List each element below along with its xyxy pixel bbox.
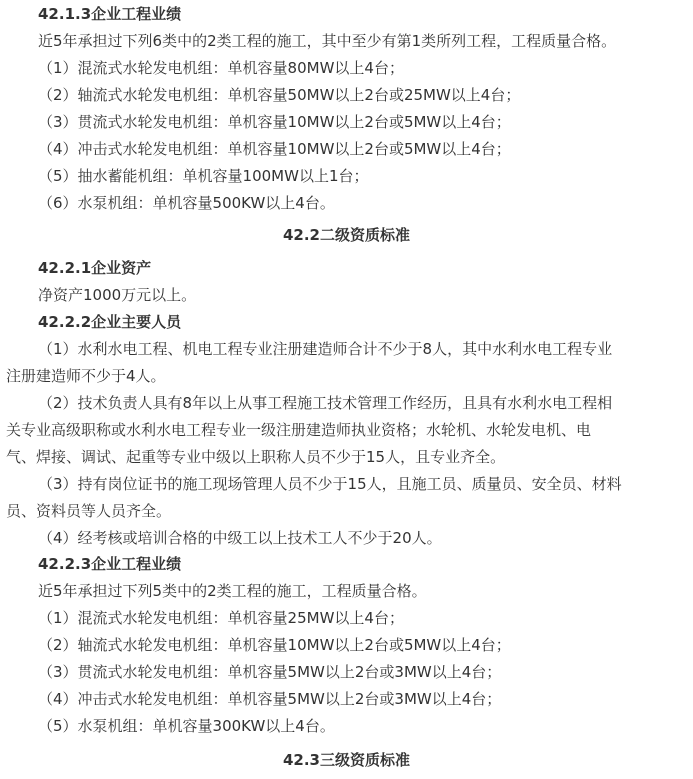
list-item: （4）冲击式水轮发电机组：单机容量10MW以上2台或5MW以上4台； [38,140,511,158]
paragraph-line: （2）技术负责人具有8年以上从事工程施工技术管理工作经历，且具有水利水电工程相 [38,394,613,412]
list-item: （1）混流式水轮发电机组：单机容量25MW以上4台； [38,609,404,627]
paragraph-line: 气、焊接、调试、起重等专业中级以上职称人员不少于15人，且专业齐全。 [6,448,506,466]
paragraph-line: 员、资料员等人员齐全。 [6,502,172,520]
list-item: （5）抽水蓄能机组：单机容量100MW以上1台； [38,167,369,185]
section-heading-42-2-1: 42.2.1企业资产 [38,259,152,277]
paragraph-line: （3）持有岗位证书的施工现场管理人员不少于15人，且施工员、质量员、安全员、材料 [38,475,622,493]
section-heading-42-2-2: 42.2.2企业主要人员 [38,313,182,331]
paragraph-intro: 近5年承担过下列5类中的2类工程的施工，工程质量合格。 [38,582,427,600]
section-title-42-3: 42.3三级资质标准 [282,751,410,769]
list-item: （5）水泵机组：单机容量300KW以上4台。 [38,717,335,735]
paragraph-assets: 净资产1000万元以上。 [38,286,197,304]
section-title-42-2: 42.2二级资质标准 [282,226,410,244]
paragraph-line: （1）水利水电工程、机电工程专业注册建造师合计不少于8人，其中水利水电工程专业 [38,340,613,358]
list-item: （4）冲击式水轮发电机组：单机容量5MW以上2台或3MW以上4台； [38,690,502,708]
paragraph-line: （4）经考核或培训合格的中级工以上技术工人不少于20人。 [38,529,442,547]
paragraph-line: 关专业高级职称或水利水电工程专业一级注册建造师执业资格；水轮机、水轮发电机、电 [6,421,592,439]
list-item: （2）轴流式水轮发电机组：单机容量50MW以上2台或25MW以上4台； [38,86,521,104]
section-heading-42-2-3: 42.2.3企业工程业绩 [38,555,182,573]
section-heading-42-1-3: 42.1.3企业工程业绩 [38,5,182,23]
list-item: （6）水泵机组：单机容量500KW以上4台。 [38,194,335,212]
paragraph-line: 注册建造师不少于4人。 [6,367,166,385]
paragraph-intro: 近5年承担过下列6类中的2类工程的施工，其中至少有第1类所列工程，工程质量合格。 [38,32,617,50]
list-item: （3）贯流式水轮发电机组：单机容量10MW以上2台或5MW以上4台； [38,113,511,131]
list-item: （3）贯流式水轮发电机组：单机容量5MW以上2台或3MW以上4台； [38,663,502,681]
list-item: （2）轴流式水轮发电机组：单机容量10MW以上2台或5MW以上4台； [38,636,511,654]
list-item: （1）混流式水轮发电机组：单机容量80MW以上4台； [38,59,404,77]
